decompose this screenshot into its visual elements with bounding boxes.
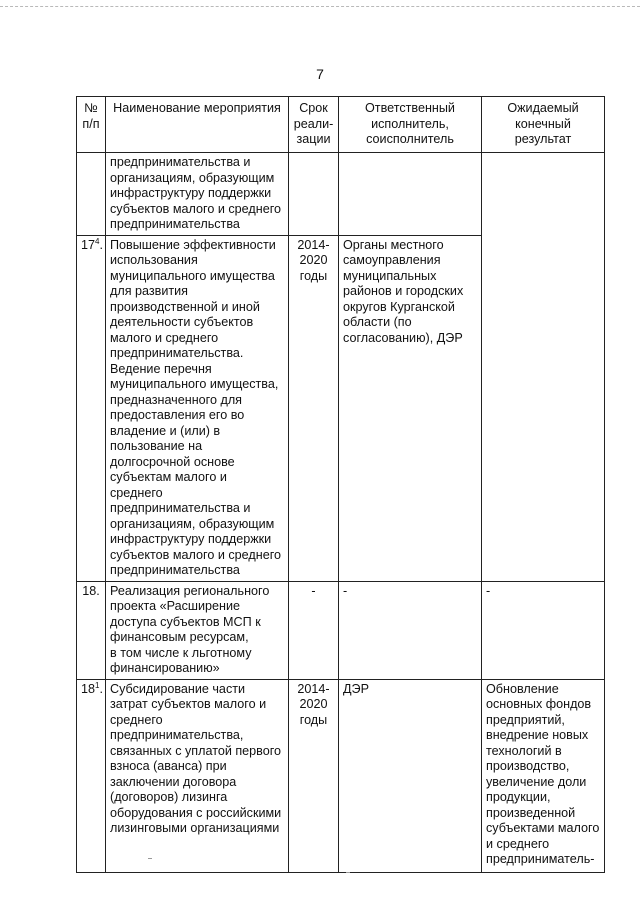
scan-edge-line bbox=[0, 6, 640, 7]
cell-num: $18^1$. bbox=[77, 679, 106, 872]
scan-mark bbox=[148, 858, 152, 859]
table-row bbox=[77, 153, 605, 236]
cell-num bbox=[77, 153, 106, 236]
cell-name: предпринимательства и организациям, образующим инфраструктуру поддержки субъектов малого и среднего предпринимательства bbox=[106, 153, 289, 236]
header-executor: Ответственный исполнитель, соисполнитель bbox=[339, 97, 482, 153]
header-num: № п/п bbox=[77, 97, 106, 153]
events-table bbox=[76, 96, 605, 873]
cell-result bbox=[482, 153, 605, 582]
cell-term: 2014- 2020 годы bbox=[289, 235, 339, 581]
cell-result: - bbox=[482, 581, 605, 679]
cell-executor: Органы местного самоуправления муниципальных районов и городских округов Курганской области (по согласованию), ДЭР bbox=[339, 235, 482, 581]
row-number-superscript: 1 bbox=[95, 680, 100, 690]
cell-term bbox=[289, 153, 339, 236]
table-row bbox=[77, 581, 605, 679]
table-header-row bbox=[77, 97, 605, 153]
cell-num: $17^4$. bbox=[77, 235, 106, 581]
cell-executor: ДЭР bbox=[339, 679, 482, 872]
row-number: 17 bbox=[81, 237, 96, 252]
header-name: Наименование мероприятия bbox=[106, 97, 289, 153]
cell-name: Реализация регионального проекта «Расширение доступа субъектов МСП к финансовым ресурсам, в том числе к льготному финансированию» bbox=[106, 581, 289, 679]
cell-name: Повышение эффективности использования муниципального имущества для развития производственной и иной деятельности субъектов малого и среднего предпринимательства. Ведение перечня муниципального имущества, предназначенного для предоставления его во владение и (или) в пользование на долгосрочной основе субъектам малого и среднего предпринимательства и организациям, образующим инфраструктуру поддержки субъектов малого и среднего предпринимательства bbox=[106, 235, 289, 581]
cell-name: Субсидирование части затрат субъектов малого и среднего предпринимательства, связанных с уплатой первого взноса (аванса) при заключении договора (договоров) лизинга оборудования с российскими лизинговыми организациями bbox=[106, 679, 289, 872]
scan-mark bbox=[346, 872, 350, 873]
cell-executor bbox=[339, 153, 482, 236]
row-number: 18. bbox=[82, 583, 100, 598]
header-result: Ожидаемый конечный результат bbox=[482, 97, 605, 153]
cell-result: Обновление основных фондов предприятий, внедрение новых технологий в производство, увеличение доли продукции, произведенной субъектами малого и среднего предприниматель- bbox=[482, 679, 605, 872]
cell-num bbox=[77, 581, 106, 679]
table-row bbox=[77, 679, 605, 872]
page-number: 7 bbox=[316, 66, 324, 82]
cell-term: - bbox=[289, 581, 339, 679]
cell-executor: - bbox=[339, 581, 482, 679]
row-number-superscript: 4 bbox=[95, 236, 100, 246]
header-term: Срок реали- зации bbox=[289, 97, 339, 153]
cell-term: 2014- 2020 годы bbox=[289, 679, 339, 872]
row-number: 18 bbox=[81, 681, 96, 696]
